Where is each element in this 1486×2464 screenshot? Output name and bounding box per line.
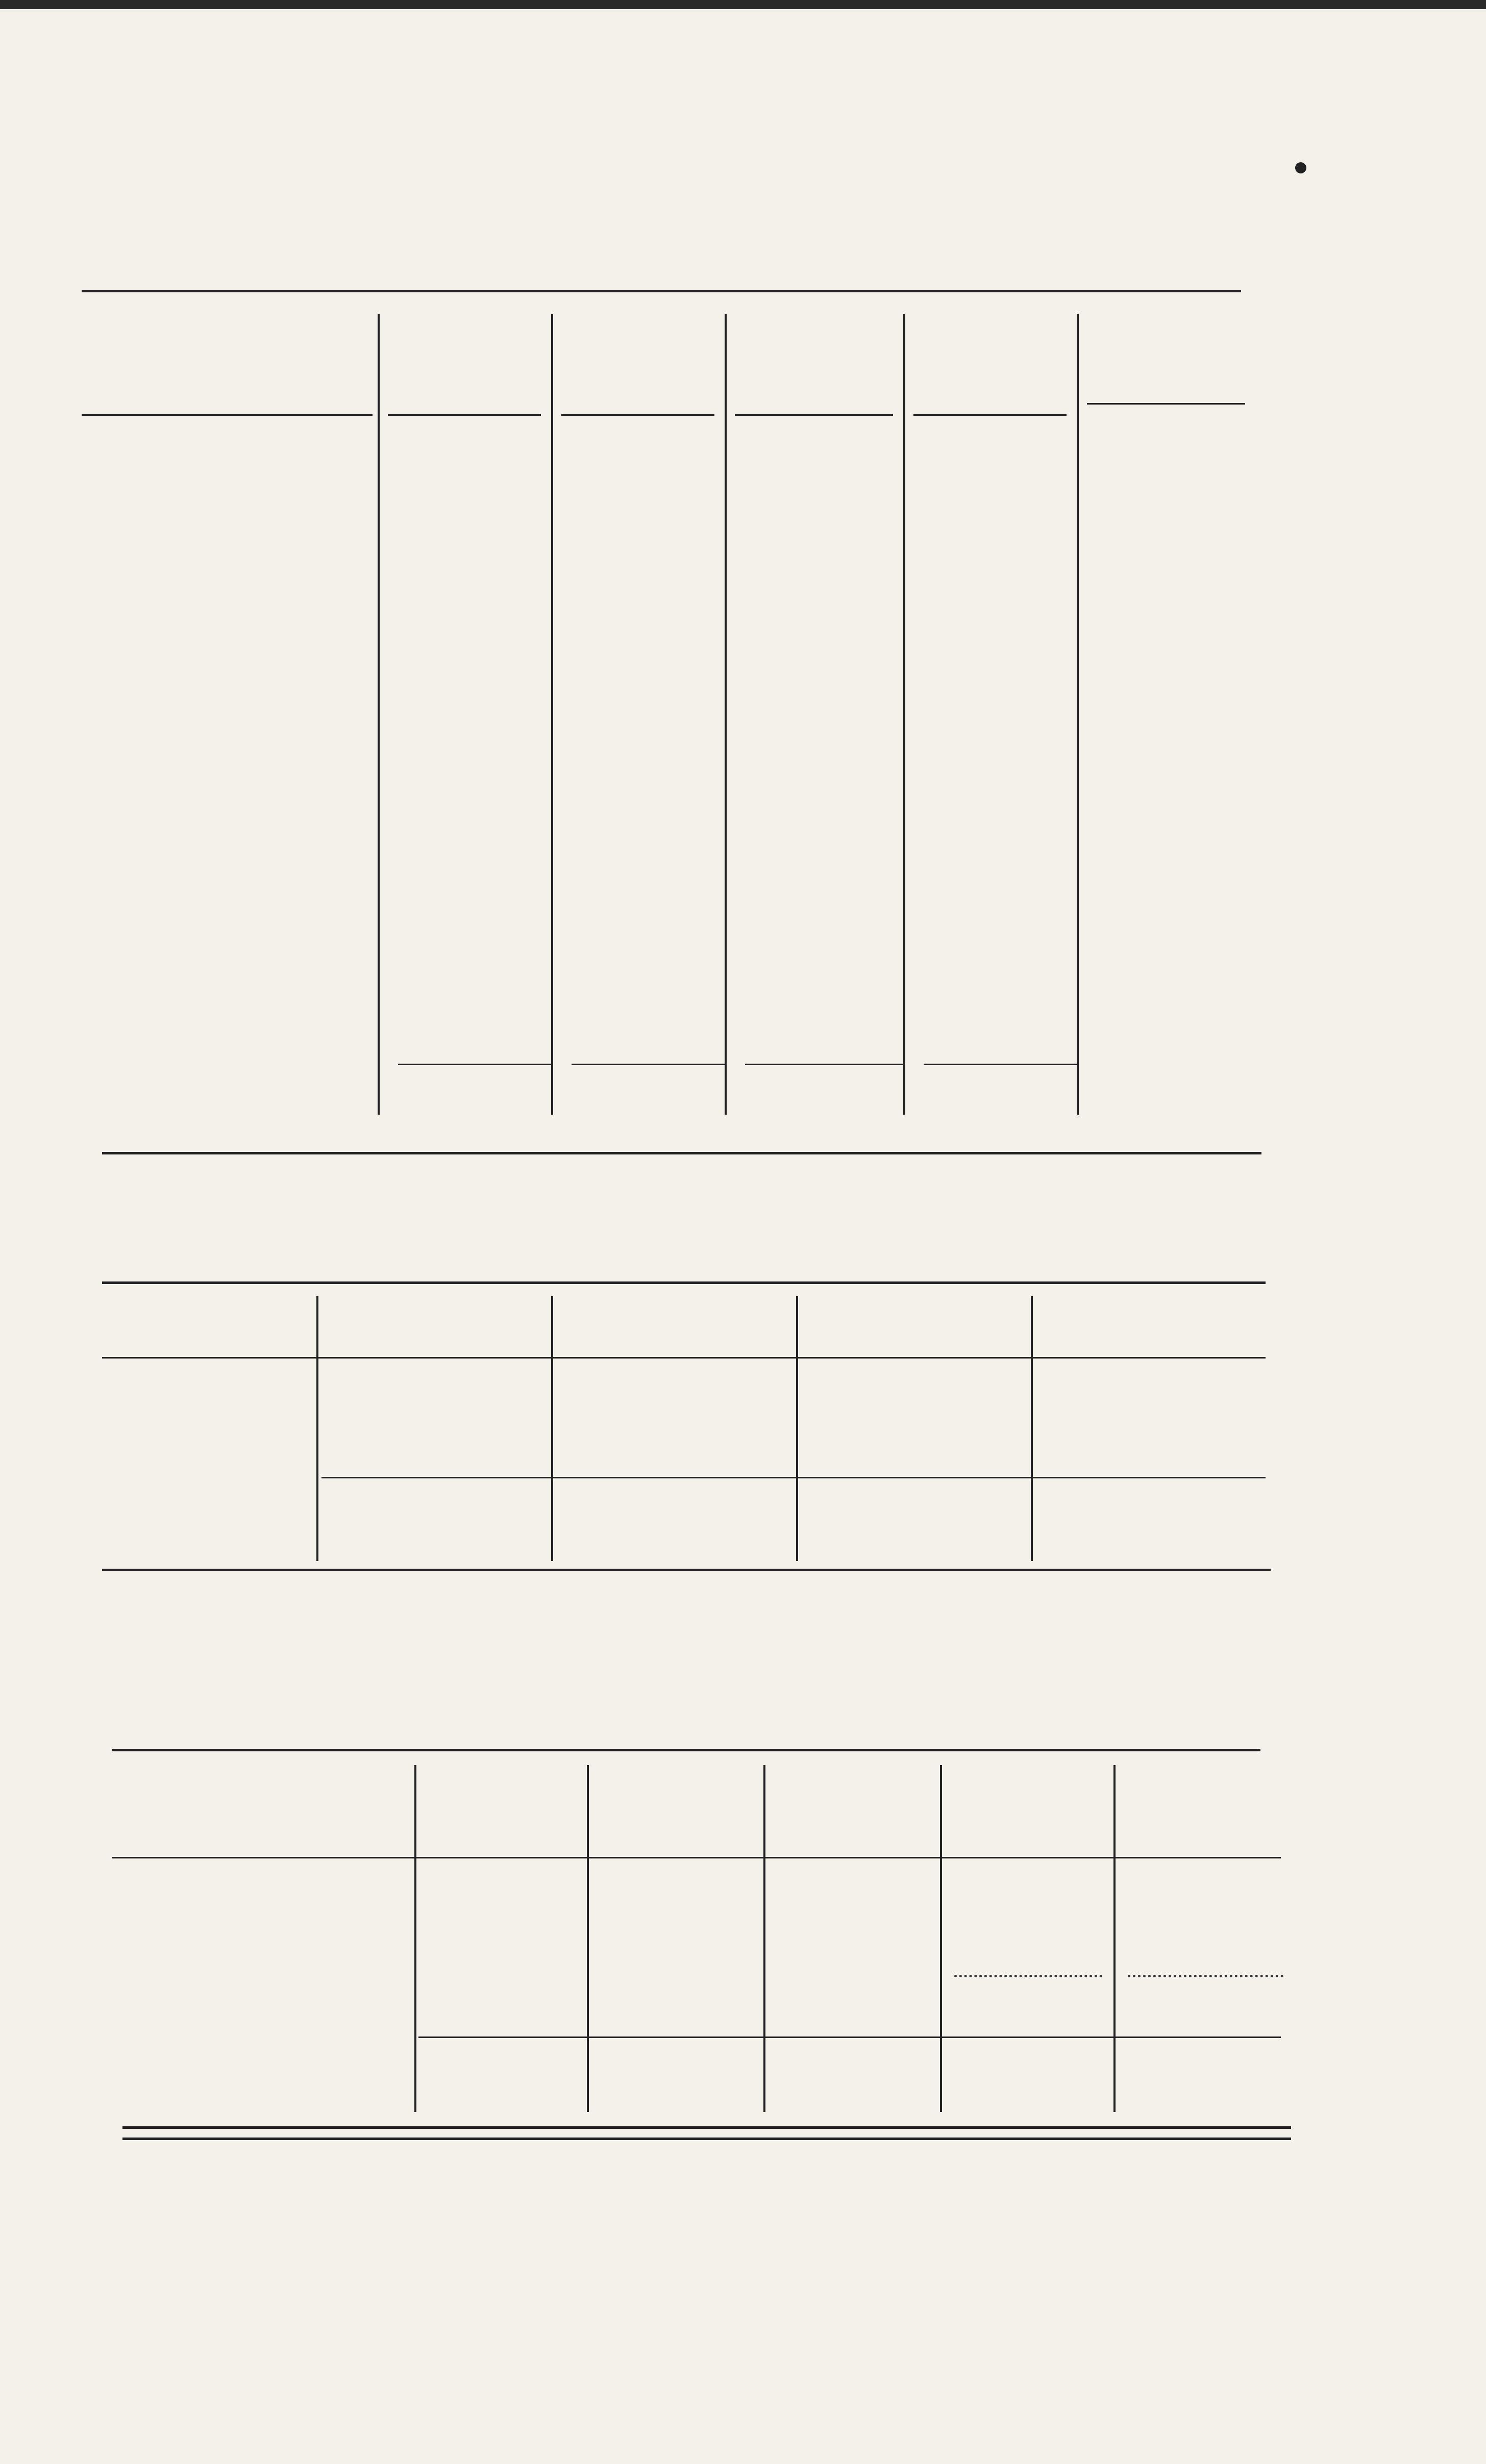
table-row (0, 960, 1327, 994)
table-row (0, 565, 1327, 599)
amount-due-dollars (1082, 862, 1245, 895)
total-row (0, 1086, 1327, 1119)
amount-sold-dollars (549, 664, 712, 698)
amount-due-dollars (1082, 434, 1245, 467)
county-name (102, 1404, 316, 1438)
amount-due-cents (1258, 763, 1304, 796)
amount-sold-dollars (576, 1959, 739, 1993)
principal-paid-dollars (725, 499, 888, 533)
amount-due-cents (1258, 697, 1304, 731)
amount-due-cents (1258, 730, 1304, 764)
acres-value (393, 533, 541, 566)
county-name (102, 1375, 316, 1409)
total-principal-paid-dollars (725, 1086, 888, 1119)
appraised-value-dollars (582, 1404, 745, 1438)
table-row (0, 533, 1327, 566)
principal-paid-dollars (1051, 1375, 1215, 1409)
principal-paid-dollars (725, 467, 888, 500)
principal-paid-dollars (725, 565, 888, 599)
county-name (82, 467, 373, 500)
table-row (0, 828, 1327, 862)
table-row (0, 796, 1327, 829)
interest-paid-dollars (898, 565, 1061, 599)
principal-paid-dollars (725, 960, 888, 994)
acres-value (393, 467, 541, 500)
category-label (115, 1992, 413, 2026)
category-label (115, 1894, 413, 1928)
amount-due-cents (1258, 499, 1304, 533)
acres-value (357, 1404, 510, 1438)
acres-value (357, 1375, 510, 1409)
principal-paid-dollars (725, 533, 888, 566)
acres-value (393, 828, 541, 862)
amount-sold-dollars (549, 467, 712, 500)
total-acres (357, 1502, 510, 1536)
principal-paid-dollars (725, 828, 888, 862)
total-interest-paid-dollars (898, 1086, 1061, 1119)
principal-paid-dollars (725, 796, 888, 829)
interest-paid-dollars (898, 664, 1061, 698)
total-amount-sold-dollars (811, 1502, 975, 1536)
county-name (82, 796, 373, 829)
acres-value (393, 730, 541, 764)
table-row (0, 763, 1327, 796)
table-row (0, 598, 1327, 632)
acres-value (424, 1894, 586, 1928)
amount-sold-dollars (549, 730, 712, 764)
amount-due-dollars (1082, 631, 1245, 665)
amount-sold-dollars (549, 763, 712, 796)
table-row (0, 434, 1327, 467)
amount-due-cents (1258, 565, 1304, 599)
acres-value (357, 1434, 510, 1468)
amount-sold-dollars (576, 1927, 739, 1960)
principal-paid-dollars (725, 730, 888, 764)
table-row (0, 730, 1327, 764)
amount-sold-dollars (576, 1992, 739, 2026)
amount-due-cents (1258, 960, 1304, 994)
amount-sold-dollars (811, 1434, 975, 1468)
table2-sum-rule (321, 1477, 1266, 1478)
amount-sold-dollars (549, 927, 712, 961)
acres-value (393, 763, 541, 796)
principal-paid-dollars (725, 927, 888, 961)
principal-paid-dollars (753, 1959, 916, 1993)
amount-due-dollars (1082, 697, 1245, 731)
total-label (186, 1086, 370, 1119)
amount-due-dollars (1082, 796, 1245, 829)
amount-sold-dollars (811, 1375, 975, 1409)
amount-due-cents (1258, 467, 1304, 500)
acres-value (424, 1959, 586, 1993)
amount-due-dollars (1082, 598, 1245, 632)
interest-paid-dollars (898, 993, 1061, 1027)
total-row (0, 1502, 1327, 1536)
amount-sold-dollars (549, 828, 712, 862)
amount-due-dollars (1082, 664, 1245, 698)
acres-value (393, 927, 541, 961)
table-row (0, 894, 1327, 928)
interest-paid-dollars (898, 598, 1061, 632)
amount-due-dollars (1082, 894, 1245, 928)
acres-value (393, 565, 541, 599)
amount-sold-cents (988, 1434, 1034, 1468)
amount-due-dollars (1082, 828, 1245, 862)
amount-due-cents (1274, 1927, 1320, 1960)
principal-paid-dollars (753, 1927, 916, 1960)
amount-due-cents (1258, 796, 1304, 829)
amount-due-dollars (1082, 927, 1245, 961)
interest-paid-dollars (898, 796, 1061, 829)
table-row (0, 1026, 1327, 1060)
county-name (82, 631, 373, 665)
amount-due-cents (1258, 862, 1304, 895)
interest-paid-dollars (898, 697, 1061, 731)
county-name (82, 894, 373, 928)
due-blank-dashes (1128, 1975, 1283, 1977)
table3-top-rule (112, 1749, 1260, 1751)
amount-due-cents (1258, 533, 1304, 566)
table1-bottom-rule (102, 1152, 1261, 1154)
acres-value (393, 499, 541, 533)
amount-sold-dollars (811, 1404, 975, 1438)
acres-value (424, 1992, 586, 2026)
acres-value (393, 598, 541, 632)
amount-sold-dollars (549, 434, 712, 467)
table1-header-rule (561, 414, 714, 416)
principal-paid-dollars (725, 862, 888, 895)
table-row (0, 993, 1327, 1027)
amount-sold-dollars (549, 565, 712, 599)
principal-paid-dollars (1051, 1434, 1215, 1468)
county-name (82, 697, 373, 731)
interest-blank-dashes (954, 1975, 1102, 1977)
amount-due-dollars (1082, 499, 1245, 533)
interest-paid-dollars (898, 533, 1061, 566)
appraised-value-dollars (582, 1434, 745, 1468)
acres-value (393, 894, 541, 928)
category-label (115, 1959, 413, 1993)
principal-paid-dollars (1051, 1404, 1215, 1438)
table1-sum-rule (398, 1064, 551, 1065)
interest-paid-dollars (898, 434, 1061, 467)
amount-due-dollars (1097, 1927, 1260, 1960)
amount-sold-cents (988, 1404, 1034, 1438)
amount-sold-dollars (549, 533, 712, 566)
amount-sold-dollars (576, 1894, 739, 1928)
table1-header-rule (735, 414, 893, 416)
table1-sum-rule (924, 1064, 1077, 1065)
total-appraised-value-dollars (582, 1502, 745, 1536)
interest-paid-dollars (926, 1992, 1089, 2026)
amount-due-cents (1258, 631, 1304, 665)
total-appraised-value-cents (758, 1502, 804, 1536)
table3-bottom-rule (122, 2126, 1291, 2129)
amount-sold-dollars (549, 862, 712, 895)
amount-due-dollars (1082, 1026, 1245, 1060)
interest-paid-dollars (898, 730, 1061, 764)
amount-due-cents (1258, 894, 1304, 928)
table1-header-rule (388, 414, 541, 416)
table3-bottom-double-rule (122, 2138, 1291, 2140)
interest-paid-dollars (898, 960, 1061, 994)
amount-due-cents (1258, 927, 1304, 961)
table-row (0, 697, 1327, 731)
principal-paid-dollars (725, 763, 888, 796)
amount-due-cents (1258, 1026, 1304, 1060)
county-name (82, 862, 373, 895)
acres-value (393, 862, 541, 895)
principal-paid-dollars (753, 1992, 916, 2026)
county-name (82, 434, 373, 467)
county-name (82, 664, 373, 698)
amount-sold-dollars (549, 894, 712, 928)
appraised-value-cents (758, 1375, 804, 1409)
table-row (0, 1927, 1327, 1960)
interest-paid-dollars (926, 1894, 1089, 1928)
interest-paid-dollars (926, 1927, 1089, 1960)
principal-paid-dollars (725, 993, 888, 1027)
principal-paid-dollars (725, 598, 888, 632)
total-amount-sold-cents (988, 1502, 1034, 1536)
table2-header-rule (102, 1357, 1266, 1359)
principal-paid-dollars (753, 1894, 916, 1928)
principal-paid-dollars (725, 664, 888, 698)
county-name (82, 763, 373, 796)
amount-due-dollars (1082, 533, 1245, 566)
amount-sold-dollars (549, 993, 712, 1027)
appraised-value-cents (758, 1434, 804, 1468)
acres-value (393, 631, 541, 665)
total-amount-sold-dollars (549, 1086, 712, 1119)
table3-header-rule (112, 1857, 1281, 1858)
table1-header-rule (1087, 403, 1245, 405)
table-row (0, 1992, 1327, 2026)
total-principal-paid-cents (1228, 1502, 1274, 1536)
amount-sold-dollars (549, 1026, 712, 1060)
interest-paid-dollars (898, 927, 1061, 961)
county-name (82, 598, 373, 632)
interest-paid-dollars (898, 631, 1061, 665)
principal-paid-dollars (725, 894, 888, 928)
acres-value (393, 697, 541, 731)
interest-paid-dollars (898, 862, 1061, 895)
table1-header-rule (82, 414, 373, 416)
amount-sold-dollars (549, 697, 712, 731)
acres-value (393, 1026, 541, 1060)
table-row (0, 1894, 1327, 1928)
county-name (82, 533, 373, 566)
principal-paid-dollars (725, 697, 888, 731)
interest-paid-dollars (898, 1026, 1061, 1060)
table1-top-rule (82, 290, 1241, 292)
amount-sold-dollars (549, 960, 712, 994)
table-row (0, 862, 1327, 895)
amount-due-dollars (1082, 565, 1245, 599)
amount-due-cents (1258, 828, 1304, 862)
table1-sum-rule (745, 1064, 903, 1065)
principal-paid-cents (1228, 1434, 1274, 1468)
amount-due-cents (1258, 598, 1304, 632)
county-name (82, 499, 373, 533)
principal-paid-dollars (725, 1026, 888, 1060)
table1-sum-rule (572, 1064, 725, 1065)
amount-due-dollars (1082, 730, 1245, 764)
appraised-value-dollars (582, 1375, 745, 1409)
interest-paid-dollars (898, 894, 1061, 928)
table2-top-rule (102, 1281, 1266, 1284)
amount-sold-dollars (549, 598, 712, 632)
amount-due-dollars (1097, 1992, 1260, 2026)
county-name (102, 1434, 316, 1468)
amount-sold-cents (988, 1375, 1034, 1409)
interest-paid-dollars (898, 828, 1061, 862)
county-name (82, 1026, 373, 1060)
scan-top-edge (0, 0, 1486, 9)
interest-paid-dollars (898, 763, 1061, 796)
appraised-value-cents (758, 1404, 804, 1438)
table3-sum-rule (418, 2036, 1281, 2038)
table-row (0, 664, 1327, 698)
ink-speck (1295, 162, 1306, 173)
amount-due-dollars (1082, 763, 1245, 796)
amount-due-dollars (1082, 467, 1245, 500)
table-row (0, 631, 1327, 665)
principal-paid-cents (1228, 1375, 1274, 1409)
acres-value (393, 664, 541, 698)
amount-sold-dollars (549, 631, 712, 665)
principal-paid-dollars (725, 631, 888, 665)
amount-due-dollars (1082, 993, 1245, 1027)
amount-due-cents (1258, 434, 1304, 467)
amount-sold-dollars (549, 499, 712, 533)
interest-paid-dollars (898, 467, 1061, 500)
amount-due-dollars (1082, 960, 1245, 994)
table1-header-rule (913, 414, 1067, 416)
county-name (82, 993, 373, 1027)
table-row (0, 1959, 1327, 1993)
county-name (82, 730, 373, 764)
total-amount-due-cents (1258, 1086, 1304, 1119)
county-name (82, 927, 373, 961)
table-row (0, 1375, 1327, 1409)
acres-value (424, 1927, 586, 1960)
total-amount-due-dollars (1082, 1086, 1245, 1119)
county-name (82, 565, 373, 599)
amount-due-cents (1258, 993, 1304, 1027)
total-principal-paid-dollars (1051, 1502, 1215, 1536)
acres-value (393, 796, 541, 829)
category-label (115, 1927, 413, 1960)
interest-paid-dollars (898, 499, 1061, 533)
county-name (82, 960, 373, 994)
principal-paid-dollars (725, 434, 888, 467)
table-row (0, 1404, 1327, 1438)
principal-paid-cents (1228, 1404, 1274, 1438)
table-row (0, 499, 1327, 533)
amount-due-cents (1258, 664, 1304, 698)
amount-due-cents (1274, 1992, 1320, 2026)
amount-due-dollars (1097, 1894, 1260, 1928)
acres-value (393, 993, 541, 1027)
table2-bottom-rule (102, 1569, 1271, 1571)
total-acres (398, 1086, 551, 1119)
table-row (0, 467, 1327, 500)
county-name (82, 828, 373, 862)
amount-sold-dollars (549, 796, 712, 829)
acres-value (393, 434, 541, 467)
table-row (0, 1434, 1327, 1468)
amount-due-cents (1274, 1894, 1320, 1928)
table-row (0, 927, 1327, 961)
acres-value (393, 960, 541, 994)
